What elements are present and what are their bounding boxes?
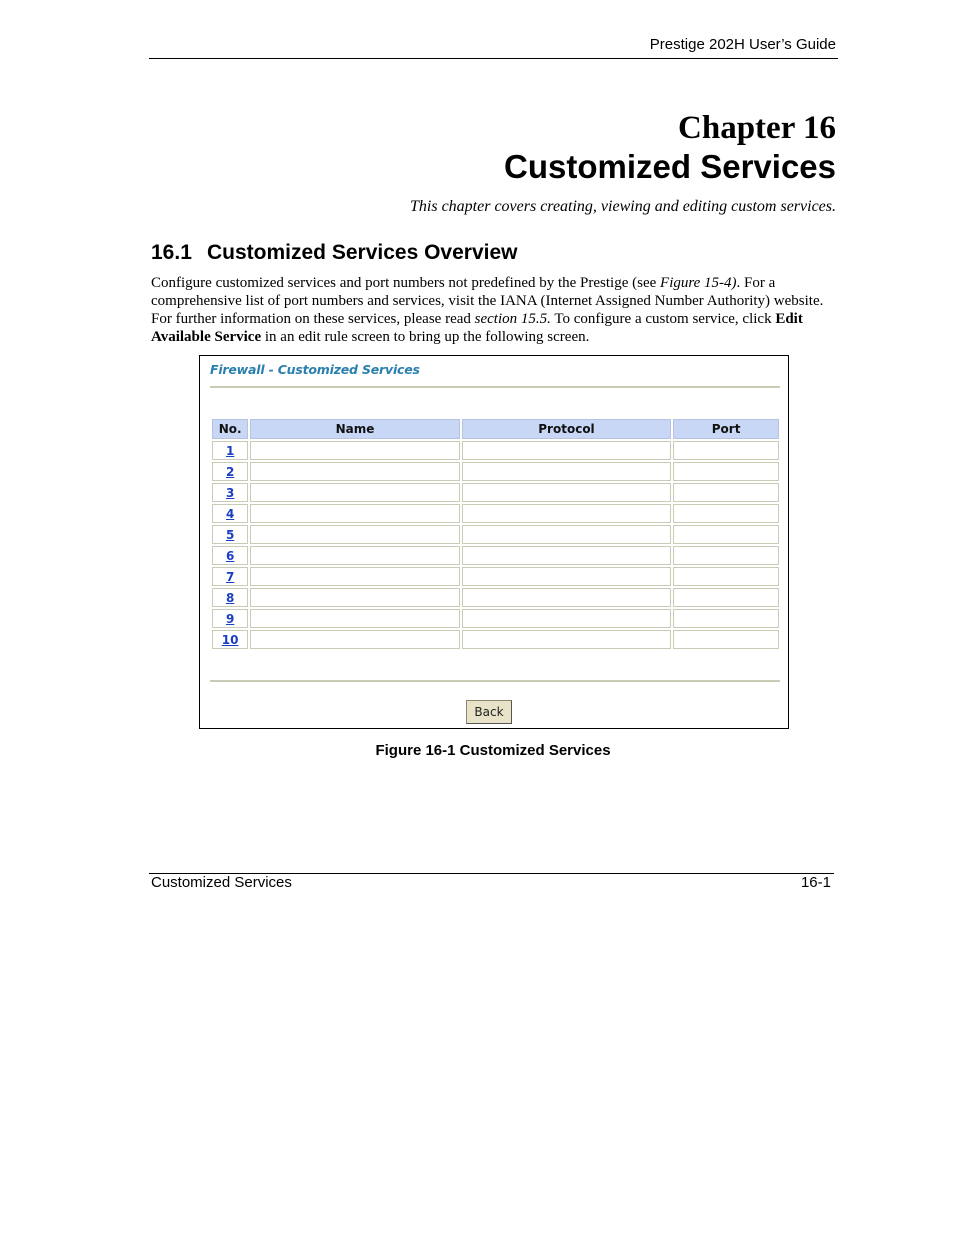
row-number-cell xyxy=(212,525,248,544)
row-number-cell xyxy=(212,567,248,586)
figure-reference: Figure 15-4) xyxy=(660,275,737,291)
cell-name xyxy=(250,483,459,502)
row-number-cell xyxy=(212,483,248,502)
cell-name xyxy=(250,567,459,586)
column-header-no: No. xyxy=(212,419,248,439)
bold-term: Edit Available Service xyxy=(151,311,803,345)
cell-port xyxy=(673,441,779,460)
para-text: Configure customized services and port numbers not predefined by the Prestige (see xyxy=(151,275,661,291)
cell-name xyxy=(250,525,459,544)
cell-protocol xyxy=(462,630,671,649)
row-number-link[interactable]: 2 xyxy=(225,464,235,479)
section-title: Customized Services Overview xyxy=(207,241,518,264)
column-header-protocol: Protocol xyxy=(462,419,671,439)
section-reference: section 15.5. xyxy=(474,311,551,327)
section-heading xyxy=(151,240,831,266)
running-header: Prestige 202H User’s Guide xyxy=(649,36,836,53)
cell-protocol xyxy=(462,567,671,586)
row-number-cell xyxy=(212,609,248,628)
table-row xyxy=(212,483,779,502)
row-number-link[interactable]: 4 xyxy=(225,506,235,521)
para-text: To configure a custom service, click xyxy=(550,311,776,327)
cell-name xyxy=(250,609,459,628)
table-row xyxy=(212,588,779,607)
row-number-link[interactable]: 3 xyxy=(225,485,235,500)
footer-chapter-name: Customized Services xyxy=(151,874,292,891)
back-button[interactable]: Back xyxy=(466,700,512,724)
row-number-link[interactable]: 1 xyxy=(225,443,235,458)
chapter-intro: This chapter covers creating, viewing and editing custom services. xyxy=(410,198,836,215)
screen-title: Firewall - Customized Services xyxy=(210,362,420,377)
row-number-cell xyxy=(212,504,248,523)
cell-name xyxy=(250,462,459,481)
row-number-link[interactable]: 10 xyxy=(221,632,239,647)
cell-protocol xyxy=(462,546,671,565)
cell-port xyxy=(673,504,779,523)
chapter-title: Customized Services xyxy=(504,148,836,185)
cell-protocol xyxy=(462,588,671,607)
cell-port xyxy=(673,546,779,565)
chapter-number: Chapter 16 xyxy=(678,110,836,146)
row-number-cell xyxy=(212,441,248,460)
table-row xyxy=(212,525,779,544)
table-row xyxy=(212,630,779,649)
table-row xyxy=(212,546,779,565)
cell-port xyxy=(673,525,779,544)
cell-name xyxy=(250,546,459,565)
para-text: . For a comprehensive list of port numbers and services, visit the IANA (Internet Assigned Number Authority) website. For further information on these services, please read xyxy=(151,275,824,327)
cell-name xyxy=(250,630,459,649)
screenshot-frame xyxy=(199,355,789,729)
row-number-link[interactable]: 8 xyxy=(225,590,235,605)
header-rule xyxy=(149,58,838,59)
cell-port xyxy=(673,609,779,628)
table-row xyxy=(212,441,779,460)
row-number-cell xyxy=(212,462,248,481)
cell-name xyxy=(250,441,459,460)
cell-protocol xyxy=(462,504,671,523)
row-number-link[interactable]: 6 xyxy=(225,548,235,563)
bottom-divider xyxy=(210,680,780,682)
section-number: 16.1 xyxy=(151,241,192,264)
page-number: 16-1 xyxy=(800,874,831,891)
table-row xyxy=(212,609,779,628)
cell-port xyxy=(673,630,779,649)
title-divider xyxy=(210,386,780,388)
figure-caption: Figure 16-1 Customized Services xyxy=(375,742,611,759)
column-header-name: Name xyxy=(250,419,459,439)
cell-protocol xyxy=(462,609,671,628)
cell-port xyxy=(673,567,779,586)
row-number-link[interactable]: 5 xyxy=(225,527,235,542)
cell-protocol xyxy=(462,441,671,460)
row-number-link[interactable]: 7 xyxy=(225,569,235,584)
table-row xyxy=(212,504,779,523)
row-number-cell xyxy=(212,588,248,607)
table-header-row xyxy=(212,419,779,439)
cell-port xyxy=(673,588,779,607)
cell-port xyxy=(673,483,779,502)
cell-protocol xyxy=(462,525,671,544)
row-number-cell xyxy=(212,630,248,649)
cell-port xyxy=(673,462,779,481)
cell-name xyxy=(250,504,459,523)
row-number-cell xyxy=(212,546,248,565)
cell-protocol xyxy=(462,462,671,481)
row-number-link[interactable]: 9 xyxy=(225,611,235,626)
cell-protocol xyxy=(462,483,671,502)
body-paragraph xyxy=(151,274,841,346)
column-header-port: Port xyxy=(673,419,779,439)
table-row xyxy=(212,462,779,481)
services-table xyxy=(210,417,781,651)
cell-name xyxy=(250,588,459,607)
table-row xyxy=(212,567,779,586)
para-text: in an edit rule screen to bring up the following screen. xyxy=(261,329,590,345)
